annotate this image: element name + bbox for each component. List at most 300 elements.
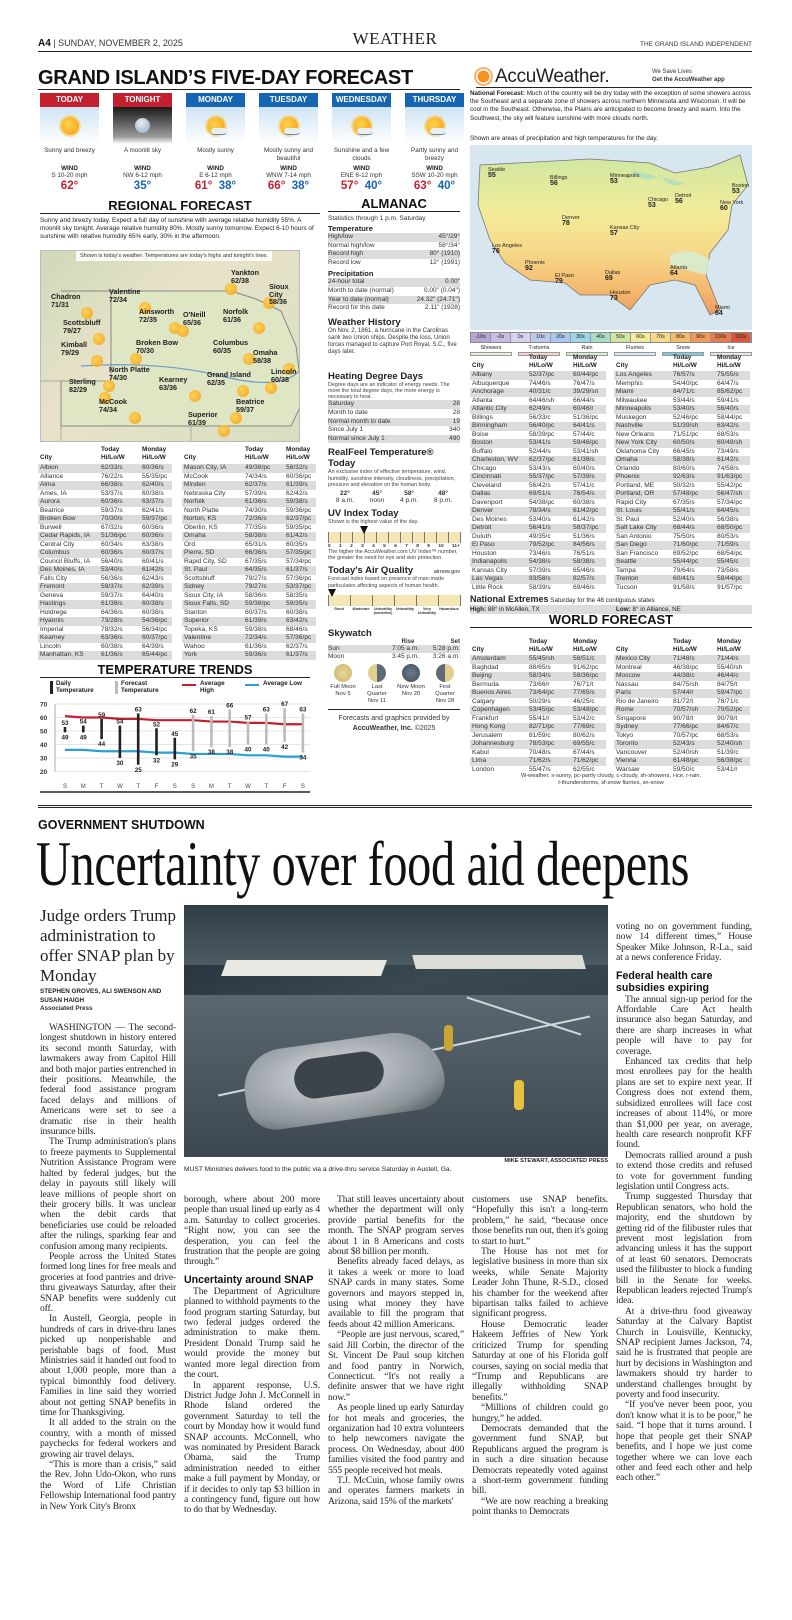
- rise-time: 7:05 a.m.: [391, 644, 420, 652]
- city-name: Johannesburg: [472, 740, 514, 747]
- city-name: Moscow: [616, 672, 641, 679]
- city-name: Jerusalem: [472, 731, 503, 739]
- monday-forecast: 68/53/s: [717, 731, 739, 739]
- city-name: Detroit: [472, 524, 492, 531]
- temp-band: 60s: [631, 333, 651, 342]
- moon-phase: [430, 664, 460, 705]
- national-forecast-label: National Forecast:: [470, 90, 525, 97]
- row-label: Since July 1: [328, 426, 364, 434]
- city-name: Boise: [472, 430, 489, 438]
- city-name: Albion: [40, 464, 59, 471]
- temperatures: [332, 180, 391, 192]
- table-row: [470, 533, 606, 542]
- sun-icon: [230, 412, 242, 424]
- monday-forecast: 59/35/pc: [286, 523, 312, 531]
- low-temp: 38°: [218, 180, 237, 192]
- today-forecast: 66/36/s: [245, 549, 267, 556]
- city-name: Aurora: [40, 498, 60, 505]
- today-forecast: 59/37/s: [101, 506, 123, 514]
- city-name: Rapid City: [616, 498, 647, 506]
- y-tick-label: 30: [40, 755, 48, 763]
- monday-forecast: 62/39/s: [142, 583, 164, 590]
- header-today: Today: [529, 354, 548, 361]
- table-row: [470, 567, 606, 576]
- header-monday-sub: Hi/Lo/W: [286, 454, 310, 461]
- high-label: High:: [470, 606, 487, 613]
- table-row: [38, 498, 172, 507]
- table-row: [38, 473, 172, 482]
- skywatch-row: [328, 653, 460, 662]
- map-city-name: Omaha: [253, 348, 278, 357]
- today-forecast: 73/64/pc: [529, 689, 555, 696]
- monday-forecast: 61/39/s: [286, 481, 308, 488]
- monday-forecast: 75/55/s: [717, 371, 739, 378]
- city-name: Billings: [472, 413, 493, 421]
- table-row: [470, 380, 606, 389]
- today-forecast: 82/71/pc: [529, 723, 555, 730]
- row-label: 24-hour total: [328, 278, 365, 286]
- paragraph: As people lined up early Saturday for hot meals and groceries, the organization had 10 extra volunteers to help newcomers navigate the process. On Wednesday, about 400 families visited the food pantry and 555 people received hot meals.: [328, 1402, 464, 1476]
- daily-temp-bar: [82, 726, 85, 733]
- uv-index-scale: [328, 532, 460, 543]
- map-city-temps: 60/35: [213, 345, 231, 355]
- monday-forecast: 60/36/s: [142, 532, 164, 539]
- realfeel-item: [370, 490, 384, 504]
- forecast-day: [332, 93, 391, 192]
- monday-forecast: 58/44/pc: [717, 575, 743, 582]
- paragraph: “People are just nervous, scared,” said Jill Corbin, the director of the St. Vincent De Paul soup kitchen and food pantry in Norwich, Connecticut. “It's not really a definite answer that we have right now.”: [328, 1329, 464, 1403]
- realfeel-time: 8 p.m.: [433, 497, 453, 505]
- temp-band: 10s: [531, 333, 551, 342]
- city-name: Calgary: [472, 697, 495, 705]
- monday-forecast: 71/44/s: [717, 655, 739, 662]
- monday-forecast: 62/41/s: [142, 506, 164, 514]
- city-name: Portland, OR: [616, 490, 655, 497]
- row-value: 2.11" (1928): [424, 304, 460, 312]
- temp-band: 30s: [571, 333, 591, 342]
- x-tick-label: T: [227, 784, 232, 790]
- paragraph: Enhanced tax credits that help most enrollees pay for the health plans are set to expire next year. If Congress does not extend them, subsidized enrollees will face cost increases of about 114%, or more than $1,000 per year, on average, health care research nonprofit KFF found.: [616, 1056, 752, 1151]
- table-row: [470, 524, 606, 533]
- extremes-title: National Extremes: [470, 594, 549, 604]
- table-row: [614, 499, 750, 508]
- skywatch-row: [328, 645, 460, 654]
- city-name: Anchorage: [472, 388, 504, 395]
- monday-forecast: 77/65/s: [573, 689, 595, 696]
- table-row: [614, 655, 750, 664]
- monday-forecast: 68/53/s: [717, 430, 739, 438]
- map-city-name: Phoenix: [525, 260, 545, 266]
- city-name: Oklahoma City: [616, 447, 660, 455]
- subheading: Uncertainty around SNAP: [184, 1273, 314, 1286]
- map-city-name: Grand Island: [207, 370, 251, 379]
- city-name: Topeka, KS: [184, 625, 218, 633]
- map-city-temp: 73: [610, 295, 618, 302]
- forecast-day: [113, 93, 172, 192]
- city-name: Rapid City, SD: [184, 557, 227, 565]
- map-city-temps: 74/30: [109, 372, 127, 382]
- temperatures: [405, 180, 464, 192]
- low-label: 32: [152, 757, 161, 765]
- header-today: Today: [529, 638, 548, 645]
- map-city: [109, 366, 150, 381]
- table-row: [614, 448, 750, 457]
- table-row: [614, 664, 750, 673]
- paragraph: Trump suggested Thursday that Republican senators, who hold the majority, end the shutdown by getting rid of the filibuster rules that prevent most legislation from advancing unless it has the support of at least 60 senators. Democrats used the filibuster to block a funding bill in the Senate for weeks. Republican leaders rejected Trump's idea.: [616, 1191, 752, 1307]
- monday-forecast: 63/37/s: [142, 498, 164, 505]
- page-folio: A4 | SUNDAY, NOVEMBER 2, 2025: [38, 38, 183, 49]
- row-label: Saturday: [328, 400, 355, 408]
- header-monday: Monday: [142, 446, 167, 453]
- realfeel-time: 8 a.m.: [335, 497, 354, 505]
- today-forecast: 74/46/s: [529, 379, 551, 387]
- forecast-day: [40, 93, 99, 192]
- temp-band: 50s: [611, 333, 631, 342]
- moon-phase-name: Last Quarter: [367, 683, 387, 697]
- forecast-temp-bar: [210, 716, 213, 747]
- today-forecast: 78/53/pc: [529, 740, 555, 747]
- map-city-name: Dallas: [605, 270, 621, 276]
- map-city-temps: 60/38: [271, 374, 289, 384]
- today-forecast: 81/59/c: [529, 731, 551, 739]
- low-temp: 40°: [437, 180, 456, 192]
- low-label: 29: [171, 761, 179, 769]
- city-name: Wahoo: [184, 642, 205, 650]
- table-row: [182, 498, 316, 507]
- national-city-table: [460, 355, 752, 590]
- today-forecast: 79/27/s: [245, 574, 267, 582]
- day-label: TONIGHT: [113, 93, 172, 107]
- paragraph: borough, where about 200 more people than usual lined up early as 4 a.m. Saturday to collect groceries. “Right now, you can see the desperation, you can feel the frustration that the people are going through.”: [184, 1194, 320, 1268]
- monday-forecast: 56/40/s: [717, 405, 739, 412]
- low-label: 49: [61, 734, 69, 742]
- today-forecast: 57/39/s: [245, 489, 267, 497]
- map-city-name: Yankton: [231, 268, 259, 277]
- monday-forecast: 64/47/s: [717, 379, 739, 387]
- today-forecast: 64/36/s: [101, 608, 123, 616]
- paragraph: “If you've never been poor, you don't know what it is to be poor,” he said. “I hope that it turns around. I hope that people get their SNAP benefits, and I hope we just come together where we can love each other and feed each other and help each other.”: [616, 1399, 752, 1484]
- wind-speed: ENE 6-12 mph: [340, 172, 383, 179]
- map-city: [271, 368, 297, 383]
- table-row: [470, 405, 606, 414]
- temp-band: 40s: [591, 333, 611, 342]
- table-row: [182, 626, 316, 635]
- newspaper-name: THE GRAND ISLAND INDEPENDENT: [640, 41, 752, 48]
- map-city: [231, 269, 259, 284]
- weather-key-line1: W-weather, s-sunny, pc-partly cloudy, c-cloudy, sh-showers, i-ice, r-rain,: [520, 773, 702, 779]
- city-name: Kabul: [472, 748, 489, 756]
- moon-phase-date: Nov 20: [401, 690, 421, 697]
- today-forecast: 54/38/pc: [529, 498, 555, 506]
- uv-tick: [424, 532, 425, 543]
- today-forecast: 72/36/s: [245, 515, 267, 522]
- uv-number: 6: [394, 543, 397, 549]
- today-forecast: 73/28/s: [101, 617, 123, 624]
- map-city-name: Miami: [715, 305, 730, 311]
- city-name: Valentine: [184, 634, 212, 641]
- today-forecast: 50/29/s: [529, 697, 551, 705]
- map-city: [188, 411, 218, 426]
- city-name: St. Paul: [184, 566, 208, 573]
- today-forecast: 52/40/sh: [673, 748, 699, 756]
- credit-line: Forecasts and graphics provided by: [338, 714, 450, 722]
- table-row: [614, 431, 750, 440]
- city-name: Imperial: [40, 625, 64, 633]
- row-value: 28: [452, 400, 460, 408]
- map-city: [253, 349, 277, 364]
- moon-phase: [328, 664, 358, 705]
- map-city: [562, 215, 580, 227]
- today-forecast: 90/78/t: [673, 714, 694, 722]
- monday-forecast: 51/39/c: [717, 748, 739, 756]
- air-quality-heading: Today's Air Quality: [328, 565, 414, 577]
- temperatures: [259, 180, 318, 192]
- monday-forecast: 67/44/s: [573, 748, 595, 756]
- app-promo: Get the AccuWeather app: [652, 76, 725, 83]
- uv-number: 1: [339, 543, 342, 549]
- aq-pointer-icon: [328, 589, 336, 597]
- today-forecast: 60/34/s: [101, 540, 123, 548]
- monday-forecast: 53/42/c: [573, 714, 595, 722]
- five-day-forecast-title: GRAND ISLAND’S FIVE-DAY FORECAST: [38, 67, 460, 90]
- x-tick-label: T: [99, 784, 104, 790]
- map-city-temps: 70/30: [136, 345, 154, 355]
- wind-label: WIND: [207, 165, 224, 172]
- today-forecast: 88/65/s: [529, 663, 551, 671]
- aq-tick: [438, 595, 439, 606]
- y-tick-label: 40: [40, 742, 48, 749]
- table-row: [614, 465, 750, 474]
- monday-forecast: 52/40/sh: [717, 740, 743, 747]
- today-forecast: 53/37/s: [101, 489, 123, 497]
- precip-label: Showers: [480, 345, 502, 351]
- today-forecast: 71/62/s: [529, 757, 551, 764]
- realfeel-time: 4 p.m.: [400, 497, 419, 505]
- map-city: [61, 341, 87, 356]
- wind-label: WIND: [134, 165, 151, 172]
- city-name: Nebraska City: [184, 489, 226, 497]
- condition: Mostly sunny and beautiful: [263, 147, 313, 162]
- almanac-row: [328, 259, 460, 268]
- city-name: Montreal: [616, 663, 642, 671]
- city-name: El Paso: [472, 541, 495, 548]
- today-forecast: 59/37/s: [101, 591, 123, 599]
- monday-forecast: 57/34/pc: [286, 557, 312, 565]
- row-value: 490: [449, 434, 460, 442]
- table-row: [182, 532, 316, 541]
- uv-index-note: The higher the AccuWeather.com UV Index™ number, the greater the need for eye and skin protection.: [328, 548, 458, 561]
- today-forecast: 62/37/s: [245, 481, 267, 488]
- city-name: Norfolk: [184, 498, 205, 505]
- monday-forecast: 65/44/pc: [142, 651, 168, 658]
- condition: Mostly sunny: [197, 147, 234, 154]
- wind-speed: SSW 10-20 mph: [411, 172, 458, 179]
- today-forecast: 70/57/pc: [673, 731, 699, 739]
- table-row: [38, 490, 172, 499]
- city-name: Boston: [472, 439, 493, 446]
- table-row: [614, 698, 750, 707]
- city-name: Duluth: [472, 532, 492, 540]
- monday-forecast: 60/36/s: [142, 464, 164, 471]
- header-today-sub: Hi/Lo/W: [529, 646, 553, 653]
- today-forecast: 56/36/s: [101, 574, 123, 582]
- city-name: Minden: [184, 481, 206, 488]
- monday-forecast: 84/56/s: [573, 541, 595, 548]
- almanac-row: [328, 409, 460, 418]
- city-name: Sioux Falls, SD: [184, 600, 230, 607]
- high-temp: 66°: [267, 180, 286, 192]
- monday-forecast: 61/42/s: [142, 566, 164, 573]
- monday-forecast: 51/36/pc: [573, 413, 599, 421]
- today-forecast: 71/48/s: [673, 655, 695, 662]
- temp-band: 80s: [671, 333, 691, 342]
- table-row: [614, 388, 750, 397]
- today-forecast: 58/38/s: [673, 456, 695, 463]
- condition: A moonlit sky: [123, 147, 162, 154]
- today-forecast: 52/40/s: [673, 515, 695, 523]
- city-name: Toronto: [616, 740, 638, 747]
- header-today-sub: Hi/Lo/W: [101, 454, 125, 461]
- uv-number: 10: [438, 543, 444, 549]
- air-quality-desc: Forecast index based on presence of man-made particulates affecting aspects of human health.: [328, 576, 444, 589]
- today-forecast: 52/43/s: [673, 740, 695, 747]
- precip-label: Snow: [676, 345, 690, 351]
- city-name: Omaha: [184, 532, 206, 539]
- monday-forecast: 58/44/pc: [717, 413, 743, 421]
- map-city-temps: 62/35: [207, 377, 225, 387]
- today-forecast: 70/30/s: [101, 515, 123, 522]
- map-city-name: Seattle: [488, 167, 506, 173]
- monday-forecast: 74/58/s: [717, 464, 739, 472]
- national-extremes: [470, 594, 752, 614]
- today-forecast: 59/38/s: [245, 625, 267, 633]
- city-name: Ord: [184, 540, 195, 548]
- map-city-temp: 55: [488, 172, 496, 179]
- map-city-temp: 60: [720, 205, 728, 212]
- monday-forecast: 57/36/pc: [286, 634, 312, 641]
- uv-tick: [328, 532, 329, 543]
- map-city-name: Lincoln: [271, 367, 297, 376]
- table-row: [614, 672, 750, 681]
- table-row: [470, 507, 606, 516]
- monday-forecast: 60/37/s: [142, 549, 164, 556]
- uv-number: 0: [328, 543, 331, 549]
- monday-forecast: 91/57/pc: [717, 583, 743, 591]
- table-row: [470, 473, 606, 482]
- city-name: Little Rock: [472, 583, 503, 591]
- legend-average-high: Average High: [200, 680, 225, 694]
- high-label: 54: [79, 718, 87, 726]
- today-forecast: 73/66/r: [529, 680, 550, 688]
- monday-forecast: 85/62/pc: [717, 388, 743, 395]
- moon-phase-name: New Moon: [397, 683, 425, 690]
- header-monday: Monday: [286, 446, 311, 453]
- set-time: 3:26 a.m.: [432, 653, 460, 661]
- row-label: Month to date: [328, 409, 368, 417]
- precip-label: Rain: [581, 345, 593, 351]
- forecast-day: [259, 93, 318, 192]
- city-name: Frankfurt: [472, 714, 499, 722]
- aq-level: Unhealthy: [395, 606, 415, 611]
- map-city: [732, 183, 749, 195]
- city-name: Paris: [616, 689, 632, 696]
- almanac-title: ALMANAC: [328, 196, 460, 212]
- map-city-name: North Platte: [109, 365, 150, 374]
- high-label: 62: [189, 707, 197, 715]
- table-row: [470, 749, 606, 758]
- low-label: 38: [226, 749, 234, 757]
- table-row: [182, 473, 316, 482]
- row-label: Record high: [328, 250, 364, 258]
- forecast-temp-bar: [283, 708, 286, 742]
- precipitation-heading: Precipitation: [328, 269, 374, 279]
- world-forecast-title: WORLD FORECAST: [470, 612, 752, 628]
- table-row: [38, 481, 172, 490]
- low-label: 40: [244, 746, 252, 754]
- low-label: 40: [262, 746, 270, 754]
- aq-level: Good: [334, 606, 344, 611]
- paragraph: voting no on government funding, now 14 different times,” House Speaker Mike Johnson, R-La., said at a news conference Friday.: [616, 921, 752, 964]
- table-row: [38, 524, 172, 533]
- monday-forecast: 76/54/s: [573, 490, 595, 497]
- sun-icon: [61, 117, 79, 135]
- city-name: Memphis: [616, 379, 643, 387]
- map-city-name: Kearney: [159, 375, 188, 384]
- page-header: [38, 30, 752, 52]
- map-city-name: McCook: [99, 397, 127, 406]
- map-city-name: Chicago: [648, 197, 669, 203]
- today-forecast: 79/64/s: [673, 566, 695, 574]
- table-row: [470, 575, 606, 584]
- national-weather-map: [470, 145, 752, 330]
- temp-band: 110s: [731, 333, 751, 342]
- monday-forecast: 60/40/s: [573, 464, 595, 472]
- city-name: Burwell: [40, 523, 62, 531]
- today-forecast: 70/57/sh: [673, 706, 699, 713]
- monday-forecast: 57/41/c: [573, 481, 595, 489]
- table-row: [38, 541, 172, 550]
- monday-forecast: 77/69/c: [573, 723, 595, 730]
- monday-forecast: 54/36/pc: [142, 617, 168, 624]
- map-city-name: Los Angeles: [492, 243, 522, 249]
- table-row: [614, 706, 750, 715]
- high-label: 53: [61, 719, 69, 727]
- map-city-name: Beatrice: [236, 397, 265, 406]
- temperatures: [113, 180, 172, 192]
- city-name: Lima: [472, 757, 487, 764]
- sky-panel: [332, 107, 391, 144]
- table-row: [182, 490, 316, 499]
- today-forecast: 67/35/s: [673, 498, 695, 506]
- map-city: [605, 270, 620, 282]
- day-label: MONDAY: [186, 93, 245, 107]
- city-name: London: [472, 765, 495, 773]
- almanac-row: [328, 418, 460, 427]
- monday-forecast: 68/50/pc: [717, 524, 743, 531]
- today-forecast: 76/57/s: [673, 371, 695, 378]
- table-row: [470, 448, 606, 457]
- byline-agency: Associated Press: [40, 1005, 93, 1012]
- table-row: [614, 422, 750, 431]
- table-row: [182, 609, 316, 618]
- city-name: Des Moines: [472, 515, 507, 523]
- city-name: Atlanta: [472, 396, 493, 404]
- map-city: [715, 305, 730, 317]
- table-row: [470, 422, 606, 431]
- monday-forecast: 73/58/s: [717, 566, 739, 574]
- today-forecast: 49/38/pc: [245, 464, 271, 471]
- table-row: [182, 575, 316, 584]
